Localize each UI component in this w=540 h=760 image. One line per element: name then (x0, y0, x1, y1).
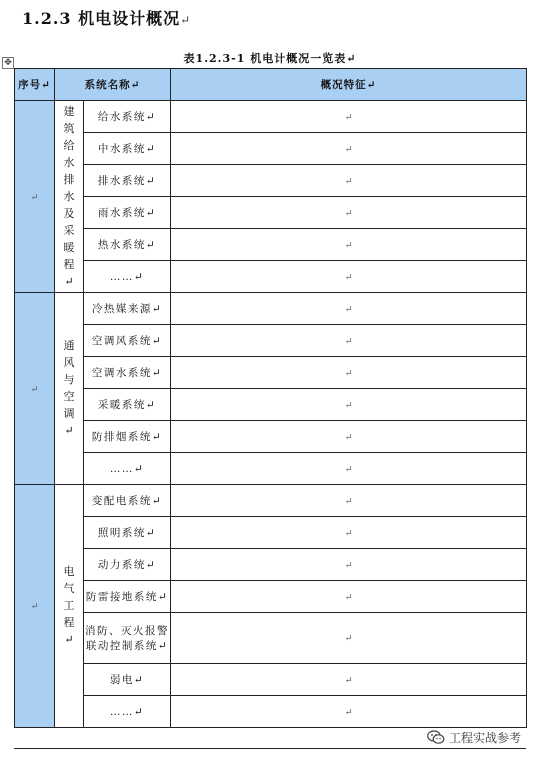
feature-cell[interactable] (171, 229, 527, 261)
cell-mark: ↵ (344, 464, 353, 475)
cell-mark: ↵ (344, 634, 353, 644)
cell-mark: ↵ (344, 675, 353, 686)
category-cell[interactable] (55, 101, 84, 293)
table-row (15, 293, 527, 325)
table-row (15, 485, 527, 517)
cell-mark: ↵ (344, 400, 353, 411)
table-move-handle-icon[interactable]: ✥ (2, 57, 14, 69)
table-bottom-rule (14, 748, 526, 749)
system-name-cell[interactable]: 中水系统↵ (84, 133, 171, 165)
cell-mark: ↵ (344, 707, 353, 718)
system-name-cell[interactable]: 变配电系统↵ (84, 485, 171, 517)
system-name-cell[interactable]: ……↵ (84, 261, 171, 293)
table-caption: 表1.2.3-1 机电计概况一览表↵ (183, 52, 357, 65)
cell-mark: ↵ (344, 528, 353, 539)
system-name-cell[interactable]: ……↵ (84, 453, 171, 485)
system-name-cell[interactable]: 防排烟系统↵ (84, 421, 171, 453)
table-row (15, 229, 527, 261)
table-row (15, 517, 527, 549)
paragraph-mark: ↵ (180, 13, 192, 27)
category-label: 电气工程↵ (63, 565, 75, 646)
table-row (15, 421, 527, 453)
watermark (424, 728, 524, 747)
cell-mark: ↵ (344, 592, 353, 603)
table-header-row (15, 69, 527, 101)
feature-cell[interactable] (171, 165, 527, 197)
cell-mark: ↵ (344, 112, 353, 123)
table-row (15, 613, 527, 664)
cell-mark: ↵ (344, 432, 353, 443)
feature-cell[interactable] (171, 517, 527, 549)
cell-mark: ↵ (344, 368, 353, 379)
table-row (15, 261, 527, 293)
table-row (15, 133, 527, 165)
table-row (15, 165, 527, 197)
cell-mark: ↵ (344, 560, 353, 571)
feature-cell[interactable] (171, 293, 527, 325)
cell-mark: ↵ (344, 208, 353, 219)
table-row (15, 664, 527, 696)
feature-cell[interactable] (171, 389, 527, 421)
group-number-cell[interactable] (15, 293, 55, 485)
table-row (15, 197, 527, 229)
feature-cell[interactable] (171, 325, 527, 357)
table-row (15, 389, 527, 421)
feature-cell[interactable] (171, 357, 527, 389)
group-number-cell[interactable] (15, 101, 55, 293)
feature-cell[interactable] (171, 696, 527, 728)
table-row (15, 549, 527, 581)
system-name-cell[interactable]: 雨水系统↵ (84, 197, 171, 229)
feature-cell[interactable] (171, 581, 527, 613)
system-name-cell[interactable]: 防雷接地系统↵ (84, 581, 171, 613)
section-title: 机电设计概况 (78, 9, 181, 28)
header-system-name: 系统名称↵ (55, 69, 171, 101)
feature-cell[interactable] (171, 453, 527, 485)
table-row (15, 696, 527, 728)
group-number-cell[interactable] (15, 485, 55, 728)
cell-mark: ↵ (344, 240, 353, 251)
feature-cell[interactable] (171, 421, 527, 453)
cell-mark: ↵ (344, 336, 353, 347)
category-label: 通风与空调↵ (63, 339, 75, 437)
system-name-cell[interactable]: 消防、灭火报警联动控制系统↵ (84, 613, 171, 664)
cell-mark: ↵ (344, 144, 353, 155)
feature-cell[interactable] (171, 133, 527, 165)
group-number: ↵ (30, 192, 39, 203)
header-no: 序号↵ (15, 69, 55, 101)
category-label: 建筑给水排水及采暖程↵ (63, 104, 75, 288)
system-name-cell[interactable]: 热水系统↵ (84, 229, 171, 261)
table-body (15, 101, 527, 728)
feature-cell[interactable] (171, 101, 527, 133)
mep-overview-table (14, 68, 527, 728)
system-name-cell[interactable]: 空调水系统↵ (84, 357, 171, 389)
system-name-cell[interactable]: 动力系统↵ (84, 549, 171, 581)
table-row (15, 581, 527, 613)
feature-cell[interactable] (171, 664, 527, 696)
system-name-cell[interactable]: 照明系统↵ (84, 517, 171, 549)
group-number: ↵ (30, 602, 39, 612)
feature-cell[interactable] (171, 549, 527, 581)
system-name-cell[interactable]: 弱电↵ (84, 664, 171, 696)
system-name-cell[interactable]: 采暖系统↵ (84, 389, 171, 421)
header-feature: 概况特征↵ (171, 69, 527, 101)
section-heading (22, 6, 191, 29)
category-cell[interactable] (55, 293, 84, 485)
table-row (15, 325, 527, 357)
group-number: ↵ (30, 384, 39, 395)
feature-cell[interactable] (171, 485, 527, 517)
system-name-cell[interactable]: 给水系统↵ (84, 101, 171, 133)
system-name-cell[interactable]: ……↵ (84, 696, 171, 728)
feature-cell[interactable] (171, 613, 527, 664)
category-cell[interactable] (55, 485, 84, 728)
system-name-cell[interactable]: 冷热媒来源↵ (84, 293, 171, 325)
system-name-cell[interactable]: 空调风系统↵ (84, 325, 171, 357)
table-row (15, 357, 527, 389)
section-number: 1.2.3 (22, 9, 72, 28)
table-row (15, 453, 527, 485)
system-name-cell[interactable]: 排水系统↵ (84, 165, 171, 197)
cell-mark: ↵ (344, 176, 353, 187)
cell-mark: ↵ (344, 496, 353, 507)
cell-mark: ↵ (344, 304, 353, 315)
feature-cell[interactable] (171, 261, 527, 293)
cell-mark: ↵ (344, 272, 353, 283)
feature-cell[interactable] (171, 197, 527, 229)
table-row (15, 101, 527, 133)
wechat-icon (427, 730, 445, 745)
watermark-text: 工程实战参考 (448, 731, 521, 745)
